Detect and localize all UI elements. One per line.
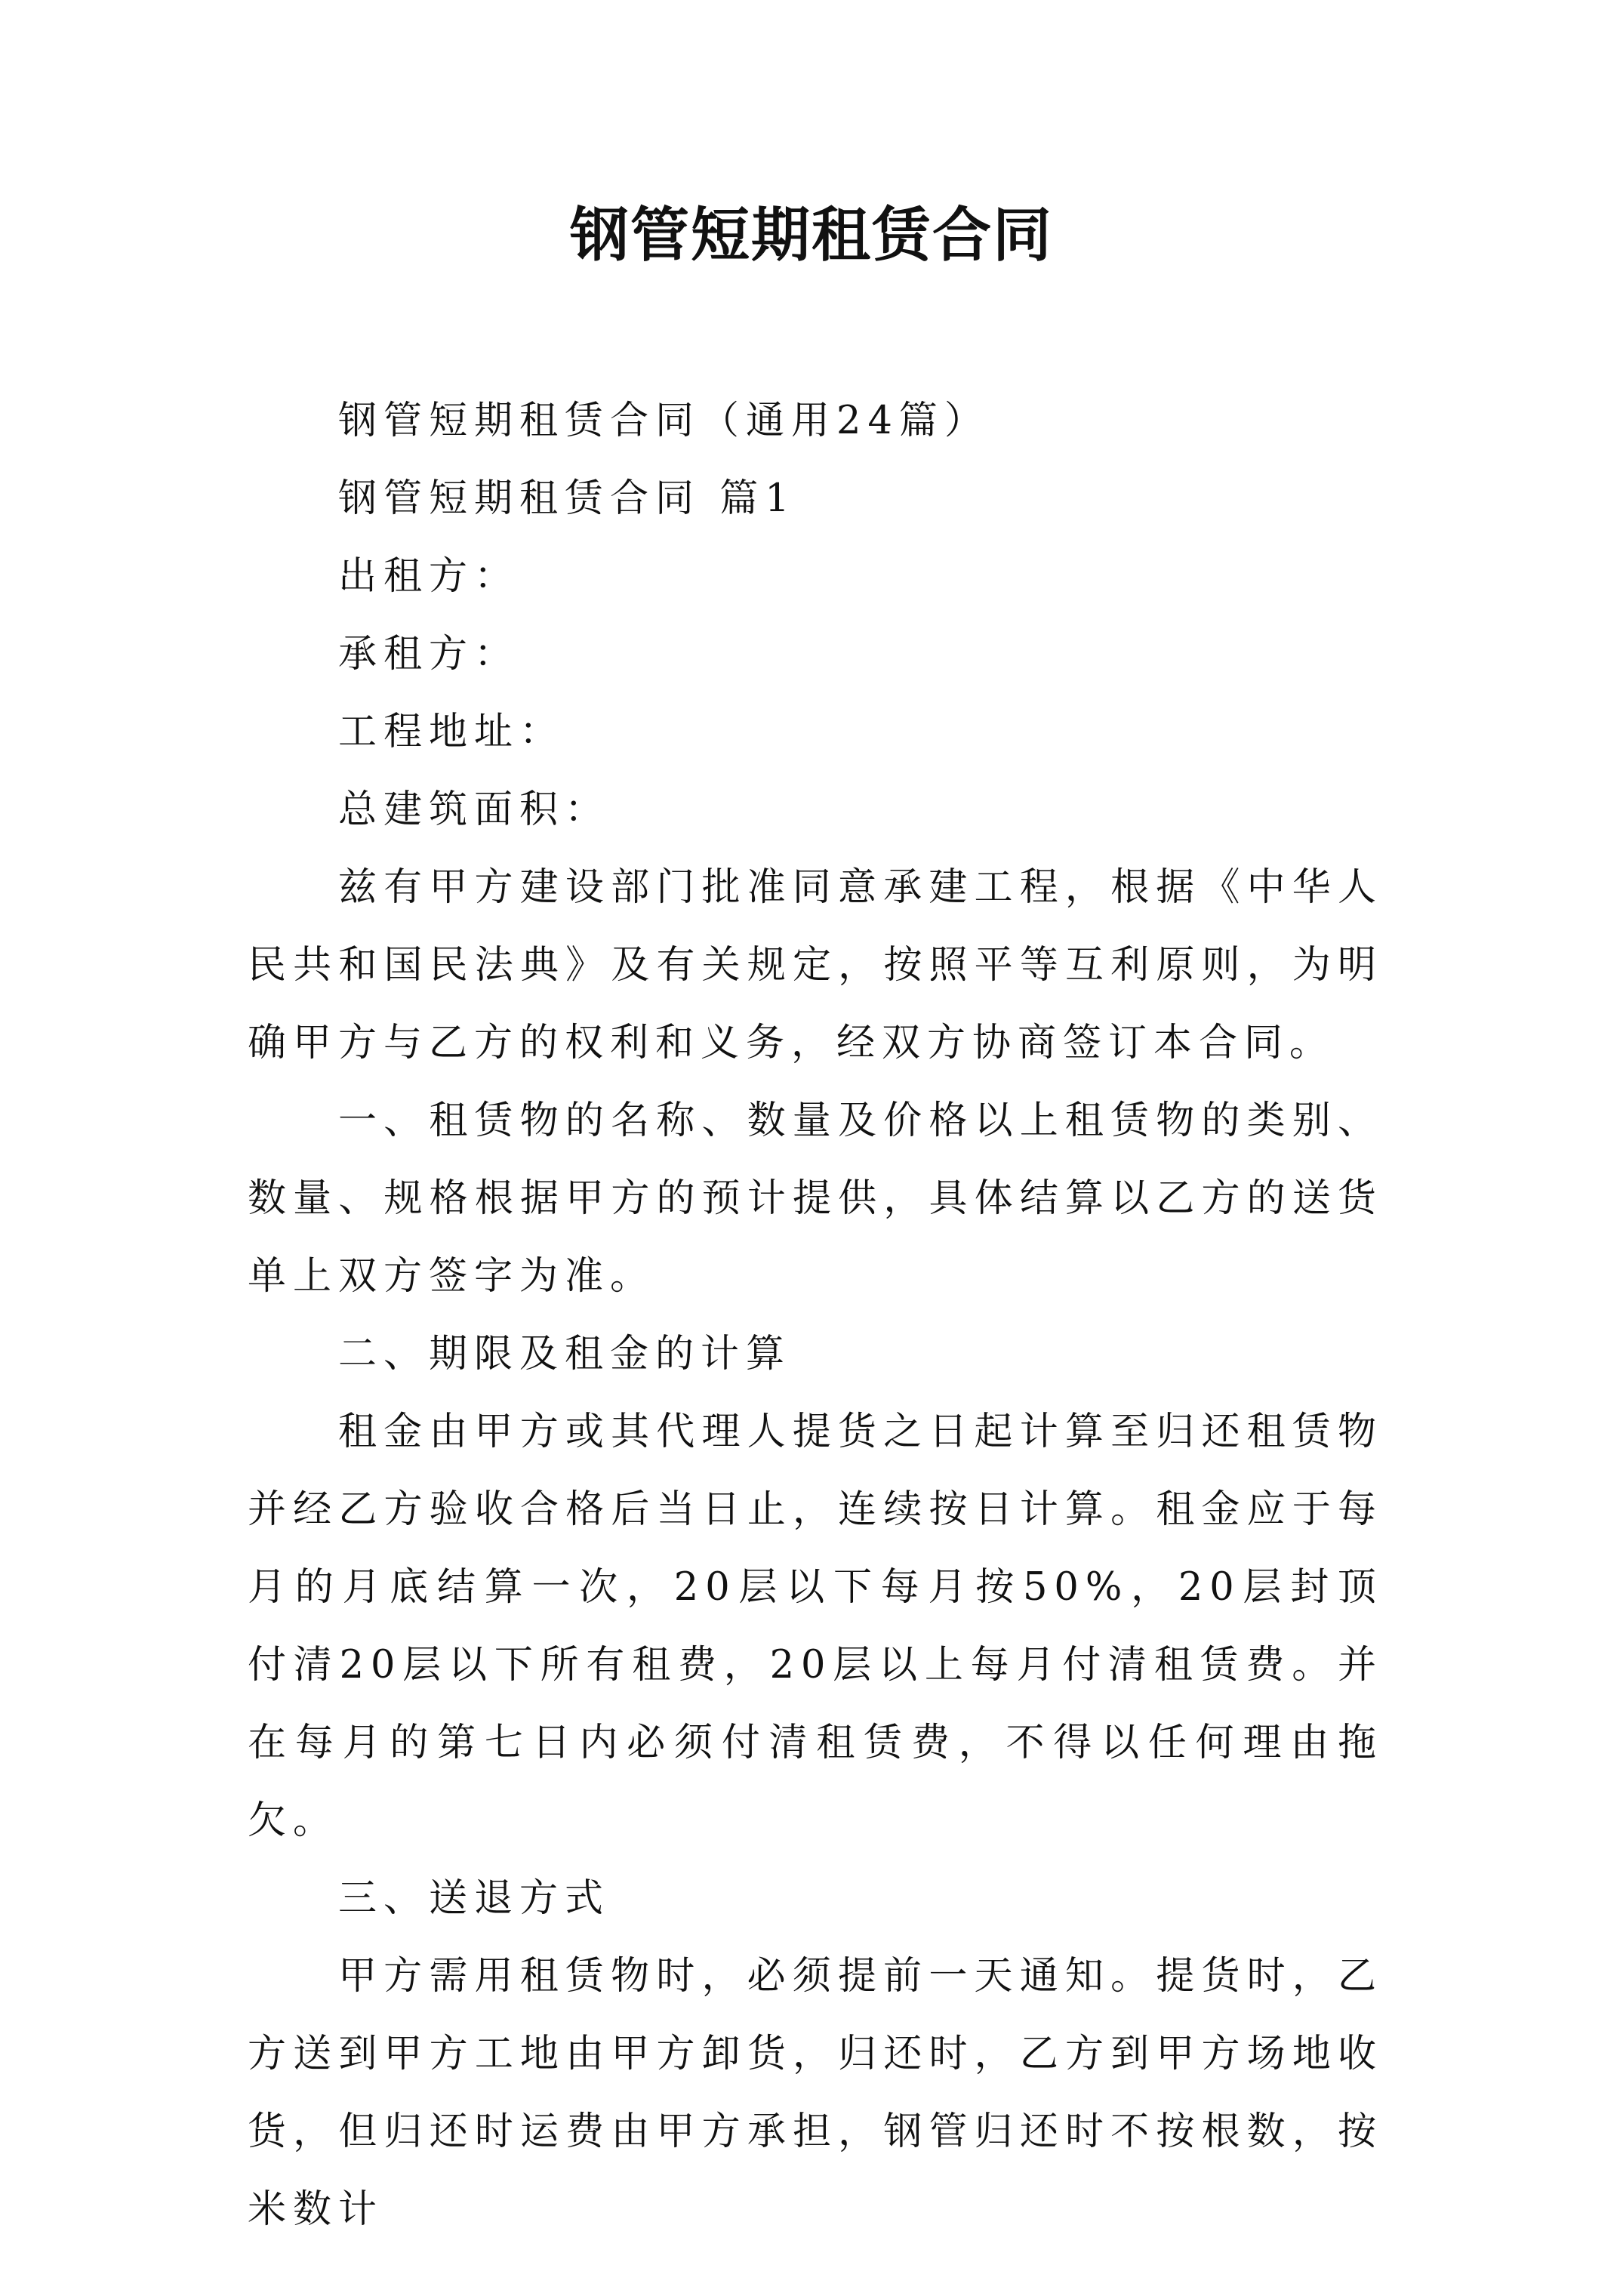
paragraph-section-heading: 钢管短期租赁合同 篇1 [338,476,796,521]
paragraph-clause-1: 一、租赁物的名称、数量及价格以上租赁物的类别、数量、规格根据甲方的预计提供，具体结算以乙方的送货单上双方签字为准。 [248,1099,1383,1299]
paragraph-lessor: 出租方： [338,554,520,599]
paragraph-clause-2-heading: 二、期限及租金的计算 [338,1332,792,1376]
document-body [248,382,1383,2248]
paragraph-clause-2-body: 租金由甲方或其代理人提货之日起计算至归还租赁物并经乙方验收合格后当日止，连续按日计算。租金应于每月的月底结算一次，20层以下每月按50%，20层封顶付清20层以下所有租费，20层以上每月付清租赁费。并在每月的第七日内必须付清租赁费，不得以任何理由拖欠。 [248,1410,1383,1843]
paragraph-lessee: 承租方： [338,632,520,676]
paragraph-total-area: 总建筑面积： [338,787,611,832]
paragraph-preamble: 兹有甲方建设部门批准同意承建工程，根据《中华人民共和国民法典》及有关规定，按照平等互利原则，为明确甲方与乙方的权利和义务，经双方协商签订本合同。 [248,865,1383,1065]
paragraph-clause-3-body: 甲方需用租赁物时，必须提前一天通知。提货时，乙方送到甲方工地由甲方卸货，归还时，乙方到甲方场地收货，但归还时运费由甲方承担，钢管归还时不按根数，按米数计 [248,1954,1383,2232]
paragraph-subtitle: 钢管短期租赁合同（通用24篇） [338,399,990,443]
paragraph-clause-3-heading: 三、送退方式 [338,1876,611,1921]
document-title: 钢管短期租赁合同 [569,201,1053,270]
paragraph-project-address: 工程地址： [338,710,565,754]
